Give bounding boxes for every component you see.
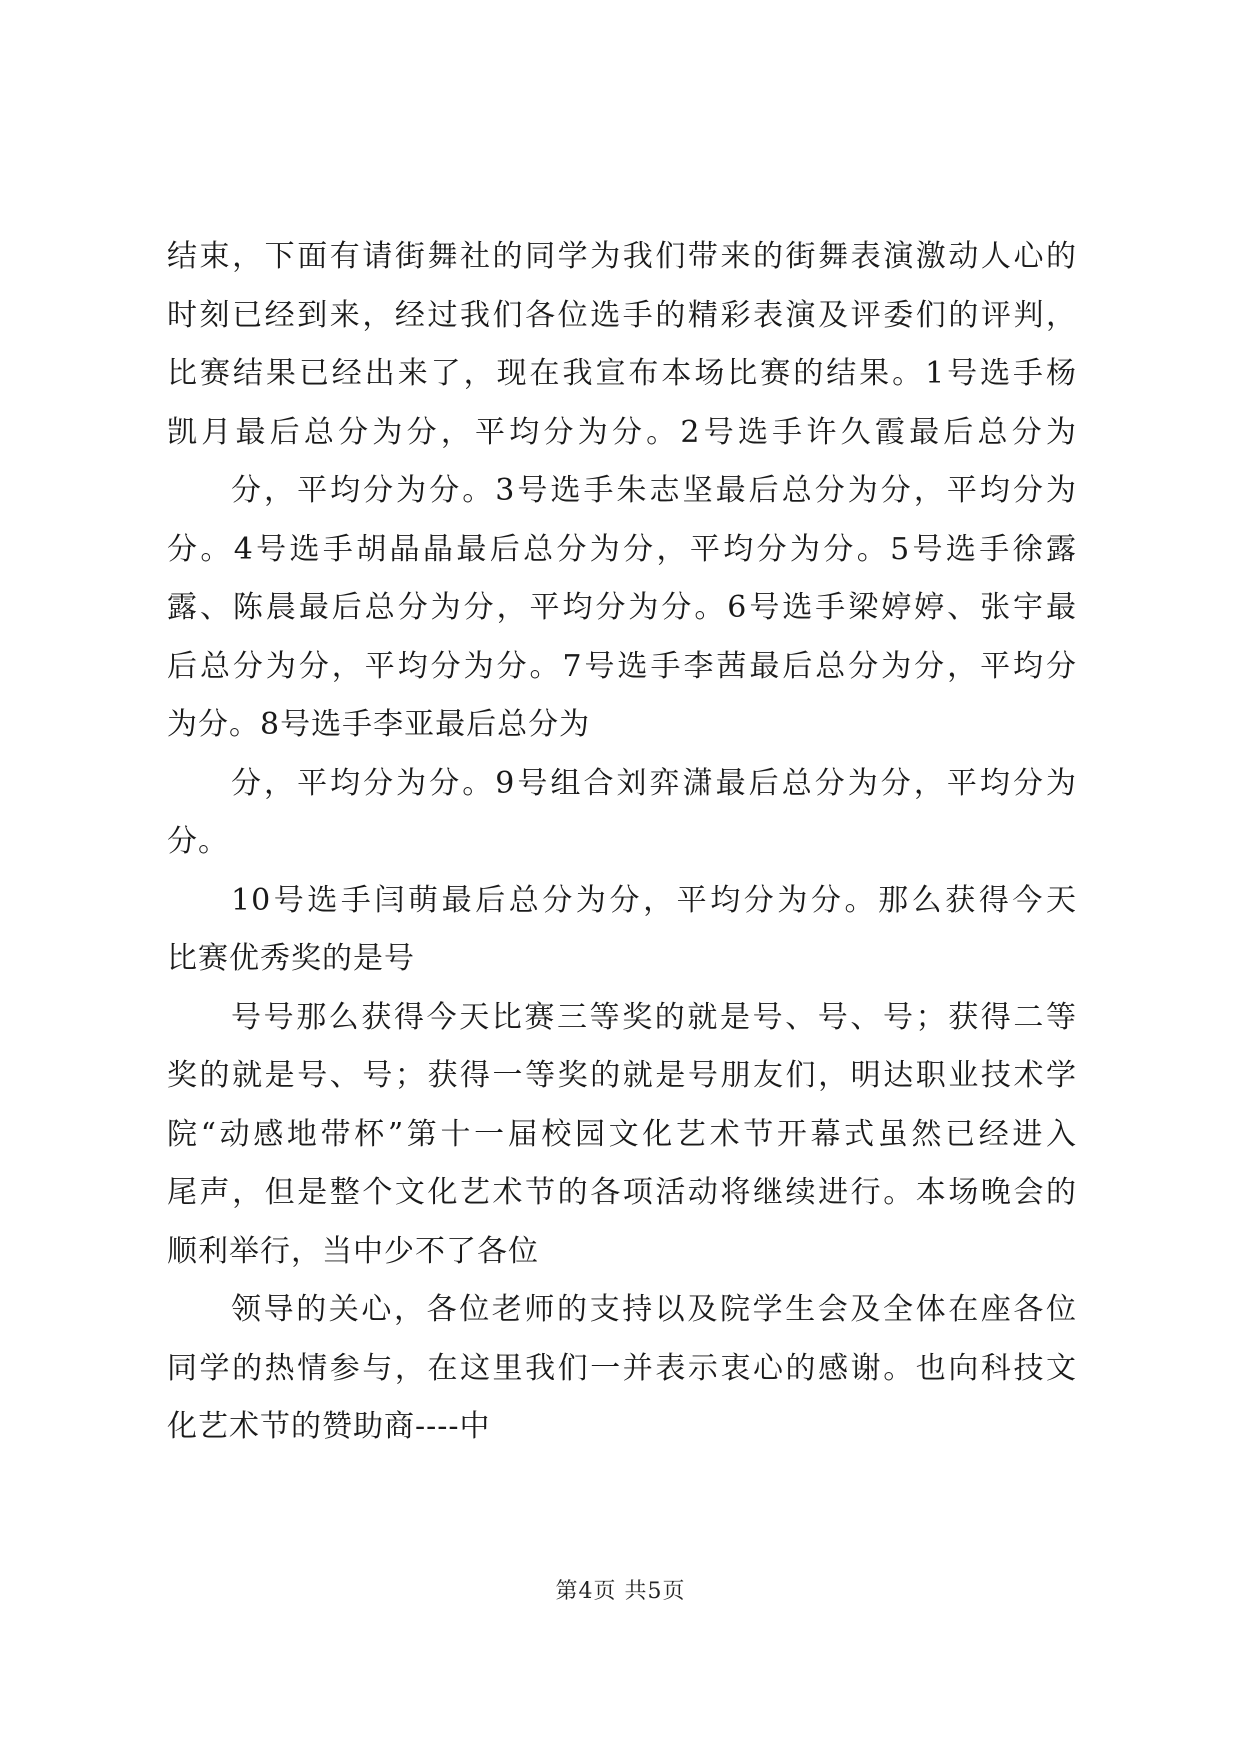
- text-line: 顺利举行，当中少不了各位: [167, 1233, 539, 1269]
- text-line: 尾声，但是整个文化艺术节的各项活动将继续进行。本场晚会的: [167, 1175, 1077, 1210]
- text-line: 后总分为分，平均分为分。7号选手李茜最后总分为分，平均分: [167, 648, 1077, 684]
- text-line: 为分。8号选手李亚最后总分为: [167, 707, 591, 742]
- text-line: 分，平均分为分。9号组合刘弈潇最后总分为分，平均分为: [231, 765, 1077, 801]
- text-line: 院“动感地带杯”第十一届校园文化艺术节开幕式虽然已经进入: [167, 1116, 1077, 1152]
- text-line: 同学的热情参与，在这里我们一并表示衷心的感谢。也向科技文: [167, 1350, 1077, 1386]
- text-line: 分。4号选手胡晶晶最后总分为分，平均分为分。5号选手徐露: [167, 531, 1077, 567]
- text-line: 领导的关心，各位老师的支持以及院学生会及全体在座各位: [231, 1292, 1077, 1327]
- text-line: 时刻已经到来，经过我们各位选手的精彩表演及评委们的评判，: [167, 297, 1077, 333]
- page-number-footer: 第4页 共5页: [555, 1579, 686, 1604]
- text-line: 号号那么获得今天比赛三等奖的就是号、号、号；获得二等: [231, 999, 1077, 1035]
- text-line: 露、陈晨最后总分为分，平均分为分。6号选手梁婷婷、张宇最: [167, 590, 1077, 625]
- text-line: 凯月最后总分为分，平均分为分。2号选手许久霞最后总分为: [167, 414, 1077, 450]
- text-line: 奖的就是号、号；获得一等奖的就是号朋友们，明达职业技术学: [167, 1058, 1077, 1093]
- text-line: 分，平均分为分。3号选手朱志坚最后总分为分，平均分为: [231, 473, 1077, 508]
- text-line: 比赛优秀奖的是号: [167, 941, 415, 976]
- text-line: 比赛结果已经出来了，现在我宣布本场比赛的结果。1号选手杨: [167, 356, 1077, 391]
- text-line: 10号选手闫萌最后总分为分，平均分为分。那么获得今天: [231, 882, 1077, 918]
- text-line: 分。: [167, 824, 229, 859]
- text-line: 化艺术节的赞助商----中: [167, 1409, 491, 1444]
- body-text: [167, 228, 1077, 1457]
- text-line: 结束，下面有请街舞社的同学为我们带来的街舞表演激动人心的: [167, 239, 1077, 274]
